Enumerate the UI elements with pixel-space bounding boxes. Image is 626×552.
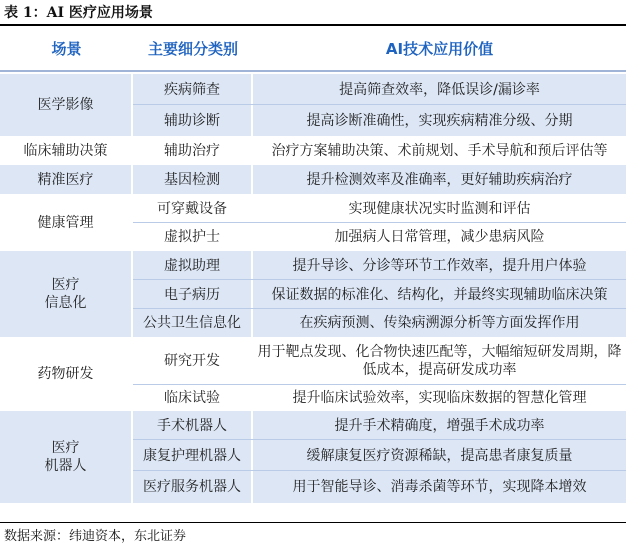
category-cell: 研究开发	[133, 337, 251, 385]
scene-cell	[0, 251, 131, 337]
value-text: 提升检测效率及准确率，更好辅助疾病治疗	[306, 171, 573, 188]
scene-cell	[0, 337, 131, 411]
scene-label: 临床辅助决策	[23, 142, 108, 159]
value-cell	[253, 165, 626, 194]
scene-cell	[0, 74, 131, 136]
value-text: 在疾病预测、传染病溯源分析等方面发挥作用	[299, 315, 580, 331]
value-cell	[253, 136, 626, 165]
header-category: 主要细分类别	[147, 40, 238, 58]
header-value: AI技术应用价值	[385, 40, 494, 58]
value-text: 加强病人日常管理，减少患病风险	[334, 229, 545, 245]
value-cell	[253, 471, 626, 503]
header-scene: 场景	[51, 40, 82, 58]
value-cell	[253, 74, 626, 105]
value-cell	[253, 337, 626, 385]
value-text: 提高诊断准确性，实现疾病精准分级、分期	[306, 112, 573, 129]
value-text: 治疗方案辅助决策、术前规划、手术导航和预后评估等	[271, 142, 608, 159]
value-cell	[253, 309, 626, 337]
table-caption: 表 1：AI 医疗应用场景	[4, 5, 153, 21]
category-cell: 医疗服务机器人	[133, 471, 251, 503]
category-cell: 虚拟助理	[133, 251, 251, 280]
scene-label: 医学影像	[37, 97, 94, 113]
value-text: 用于靶点发现、化合物快速匹配等，大幅缩短研发周期，降低成本，提高研发成功率	[257, 344, 622, 378]
category-cell: 康复护理机器人	[133, 440, 251, 471]
scene-cell	[0, 136, 131, 165]
category-cell: 基因检测	[133, 165, 251, 194]
value-cell	[253, 280, 626, 309]
bottom-rule	[0, 522, 626, 523]
scene-cell	[0, 411, 131, 503]
category-cell: 辅助治疗	[133, 136, 251, 165]
value-text: 提升临床试验效率，实现临床数据的智慧化管理	[292, 390, 587, 406]
value-cell	[253, 385, 626, 411]
value-text: 缓解康复医疗资源稀缺，提高患者康复质量	[306, 447, 573, 464]
value-cell	[253, 251, 626, 280]
value-cell	[253, 440, 626, 471]
header-divider	[0, 70, 626, 72]
category-cell: 手术机器人	[133, 411, 251, 440]
source-note: 数据来源：纬迪资本，东北证券	[4, 529, 187, 544]
value-cell	[253, 223, 626, 251]
category-cell: 公共卫生信息化	[133, 309, 251, 337]
category-cell: 临床试验	[133, 385, 251, 411]
value-text: 提高筛查效率，降低误诊/漏诊率	[339, 81, 540, 98]
value-cell	[253, 105, 626, 136]
scene-cell	[0, 165, 131, 194]
category-cell: 虚拟护士	[133, 223, 251, 251]
scene-label: 药物研发	[37, 366, 94, 382]
value-text: 提升手术精确度，增强手术成功率	[334, 417, 545, 434]
category-cell: 疾病筛查	[133, 74, 251, 105]
category-cell: 可穿戴设备	[133, 194, 251, 223]
scene-label: 健康管理	[37, 214, 94, 231]
scene-label: 医疗 信息化	[44, 277, 87, 311]
value-cell	[253, 194, 626, 223]
category-cell: 电子病历	[133, 280, 251, 309]
value-text: 提升导诊、分诊等环节工作效率，提升用户体验	[292, 257, 587, 274]
ai-medical-table	[0, 26, 626, 522]
value-text: 用于智能导诊、消毒杀菌等环节，实现降本增效	[292, 479, 587, 495]
scene-label: 医疗 机器人	[44, 440, 87, 474]
scene-cell	[0, 194, 131, 251]
value-text: 实现健康状况实时监测和评估	[348, 200, 531, 217]
scene-label: 精准医疗	[37, 171, 94, 188]
category-cell: 辅助诊断	[133, 105, 251, 136]
value-cell	[253, 411, 626, 440]
value-text: 保证数据的标准化、结构化，并最终实现辅助临床决策	[271, 286, 608, 303]
